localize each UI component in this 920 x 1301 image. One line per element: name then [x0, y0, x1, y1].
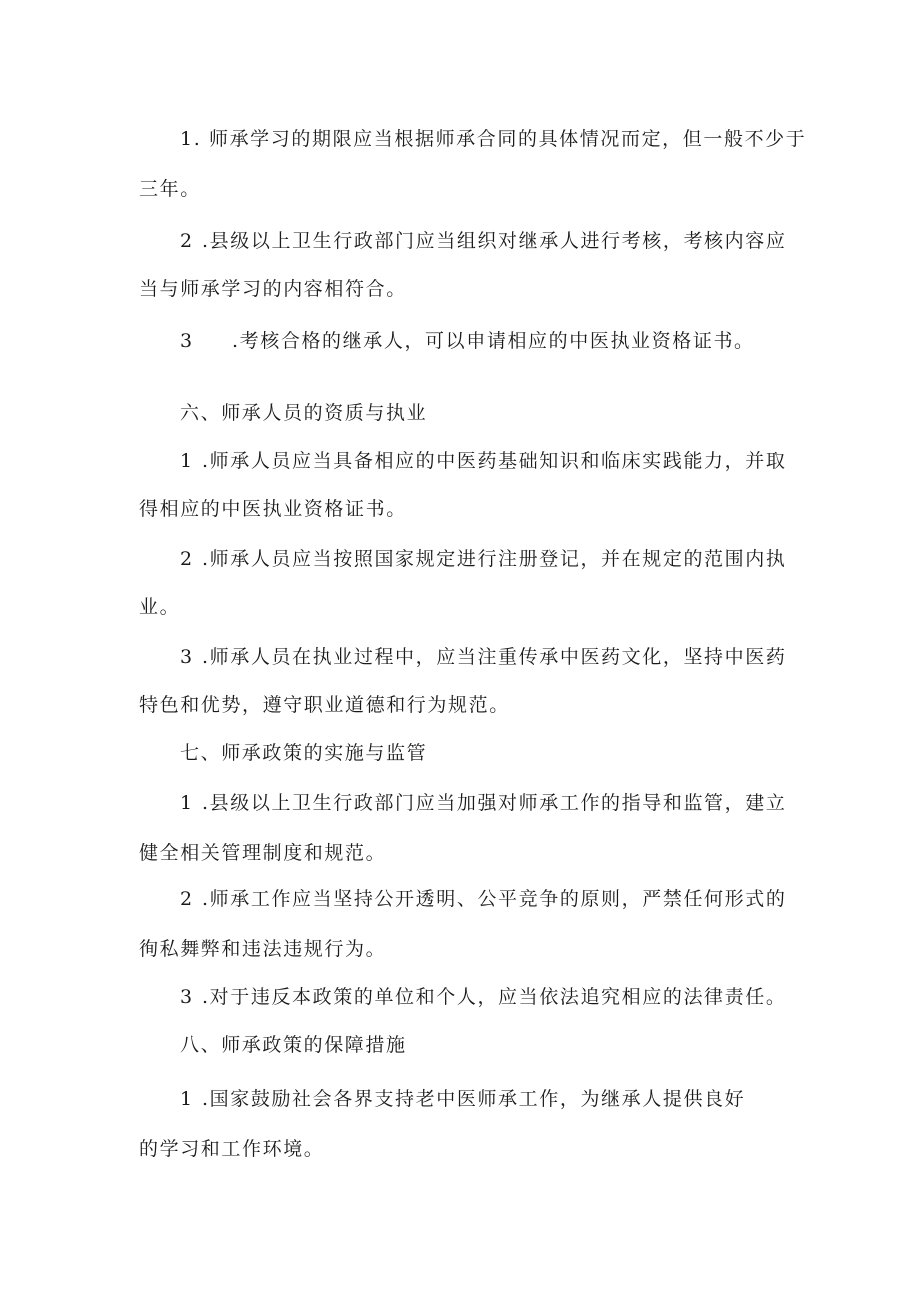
paragraph-7-2-line-1	[180, 887, 786, 911]
item-number: 1	[180, 792, 194, 814]
item-number: 3	[180, 330, 194, 352]
item-text: .县级以上卫生行政部门应当加强对师承工作的指导和监管，建立	[202, 792, 787, 814]
paragraph-7-3-line-1	[180, 985, 786, 1009]
item-number: 3	[180, 646, 194, 668]
paragraph-7-1-line-1	[180, 791, 786, 815]
paragraph-7-2-line-2: 徇私舞弊和违法违规行为。	[139, 938, 387, 960]
paragraph-6-1-line-1	[180, 449, 786, 473]
paragraph-5-2-line-2: 当与师承学习的内容相符合。	[139, 278, 407, 300]
item-text: .考核合格的继承人，可以申请相应的中医执业资格证书。	[232, 330, 755, 352]
item-number: 2	[180, 230, 194, 252]
item-number: 2	[180, 548, 194, 570]
item-text: .国家鼓励社会各界支持老中医师承工作，为继承人提供良好	[202, 1088, 746, 1110]
item-text: .师承人员在执业过程中，应当注重传承中医药文化，坚持中医药	[202, 646, 787, 668]
paragraph-6-2-line-2: 业。	[139, 596, 181, 618]
paragraph-6-1-line-2: 得相应的中医执业资格证书。	[139, 498, 407, 520]
item-text: .师承人员应当按照国家规定进行注册登记，并在规定的范围内执	[202, 548, 787, 570]
paragraph-6-2-line-1	[180, 547, 786, 571]
item-text: .对于违反本政策的单位和个人，应当依法追究相应的法律责任。	[202, 986, 787, 1008]
item-number: 2	[180, 888, 194, 910]
paragraph-5-1-line-1: 1. 师承学习的期限应当根据师承合同的具体情况而定，但一般不少于	[180, 128, 807, 150]
item-text: .县级以上卫生行政部门应当组织对继承人进行考核，考核内容应	[202, 230, 787, 252]
paragraph-5-3-line-1	[180, 329, 755, 353]
paragraph-8-1-line-1	[180, 1087, 745, 1111]
item-number: 1	[180, 450, 194, 472]
paragraph-6-3-line-2: 特色和优势，遵守职业道德和行为规范。	[139, 694, 510, 716]
paragraph-8-1-line-2: 的学习和工作环境。	[139, 1138, 325, 1160]
section-7-heading: 七、师承政策的实施与监管	[180, 742, 428, 764]
paragraph-7-1-line-2: 健全相关管理制度和规范。	[139, 842, 387, 864]
paragraph-5-1-line-2: 三年。	[139, 178, 201, 200]
item-number: 3	[180, 986, 194, 1008]
paragraph-5-2-line-1	[180, 229, 786, 253]
section-6-heading: 六、师承人员的资质与执业	[180, 402, 428, 424]
item-text: .师承人员应当具备相应的中医药基础知识和临床实践能力，并取	[202, 450, 787, 472]
section-8-heading: 八、师承政策的保障措施	[180, 1034, 407, 1056]
item-number: 1	[180, 1088, 194, 1110]
paragraph-6-3-line-1	[180, 645, 786, 669]
item-text: .师承工作应当坚持公开透明、公平竞争的原则，严禁任何形式的	[202, 888, 787, 910]
